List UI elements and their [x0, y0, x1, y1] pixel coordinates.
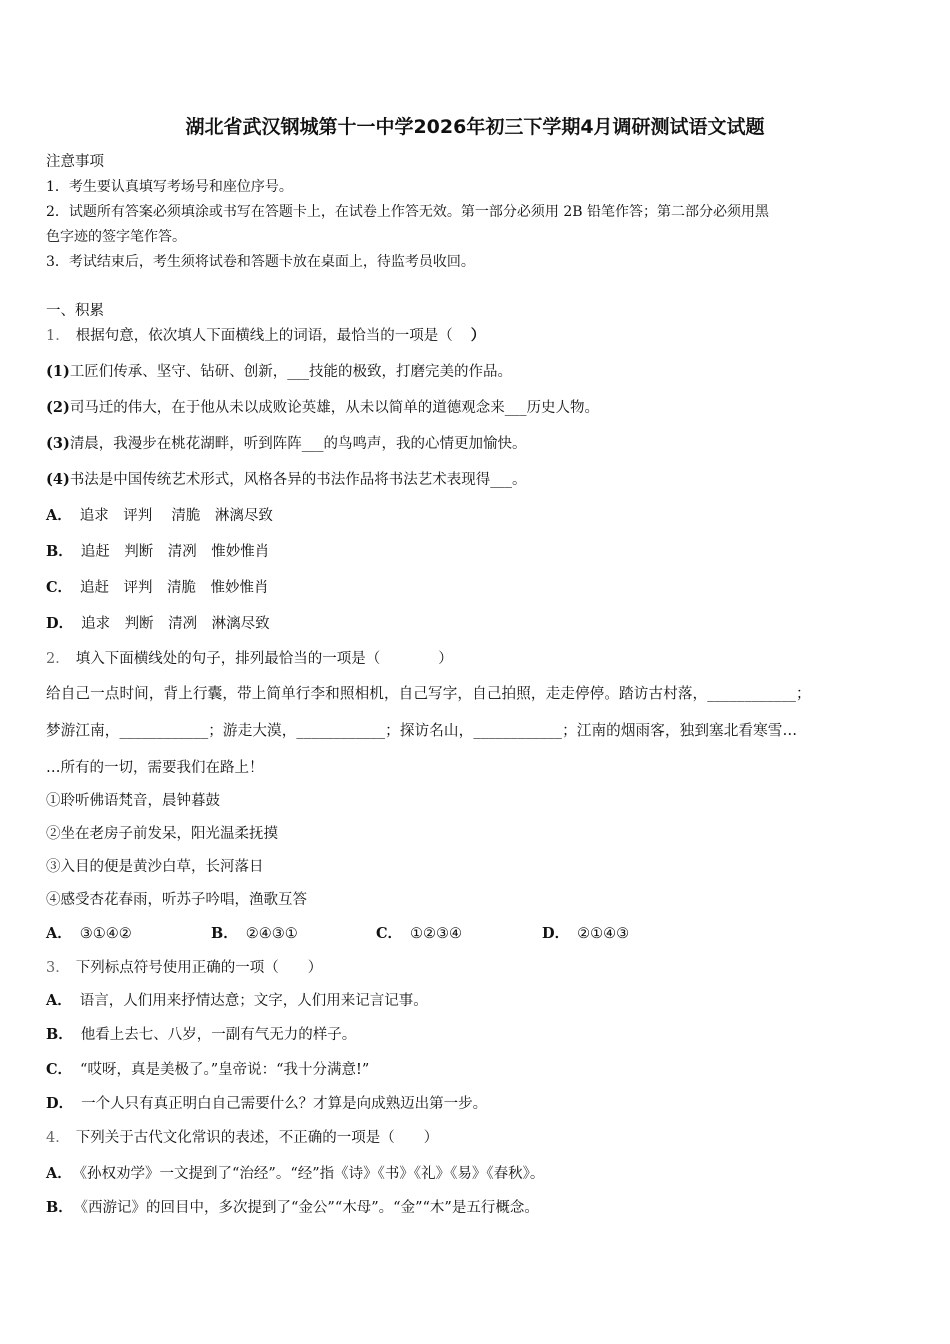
answer-paren: ）	[470, 327, 486, 344]
question-text: 填入下面横线处的句子，排列最恰当的一项是（ ）	[75, 651, 453, 667]
sentence-text: 书法是中国传统艺术形式，风格各异的书法作品将书法艺术表现得___。	[69, 472, 527, 488]
q4-option-b[interactable]	[46, 1198, 539, 1218]
option-label: C．	[46, 579, 73, 596]
q2-option-b[interactable]	[211, 924, 298, 944]
sentence-text: 司马迁的伟大，在于他从未以成败论英雄，从未以简单的道德观念来___历史人物。	[69, 400, 600, 416]
option-label: D．	[46, 615, 74, 632]
option-label: B．	[46, 543, 73, 560]
question-number: 1．	[46, 328, 70, 344]
option-text: “哎呀，真是美极了。”皇帝说：“我十分满意!”	[80, 1062, 370, 1078]
question-number: 4．	[46, 1130, 70, 1146]
q2-choice-3: ③入目的便是黄沙白草，长河落日	[46, 859, 264, 875]
option-text: ③①④②	[79, 926, 132, 942]
q2-passage-line-1: 给自己一点时间，背上行囊，带上简单行李和照相机，自己写字，自己拍照，走走停停。踏访古村落，____________；	[46, 685, 811, 702]
option-text: 语言，人们用来抒情达意；文字，人们用来记言记事。	[79, 993, 428, 1009]
question-number: 2．	[46, 651, 70, 667]
q1-sentence-4	[46, 470, 527, 490]
question-3-stem	[46, 958, 322, 978]
sentence-label: (3)	[46, 435, 70, 452]
sentence-text: 工匠们传承、坚守、钻研、创新，___技能的极致，打磨完美的作品。	[69, 364, 513, 380]
section-heading: 一、积累	[46, 303, 104, 319]
q2-choice-4: ④感受杏花春雨，听苏子吟唱，渔歌互答	[46, 892, 307, 908]
notice-heading: 注意事项	[46, 154, 104, 170]
q2-passage-line-2: 梦游江南，____________；游走大漠，____________；探访名山，____________；江南的烟雨客，独到塞北看寒雪…	[46, 722, 798, 739]
q2-passage-line-3: …所有的一切，需要我们在路上！	[46, 760, 264, 776]
q1-sentence-1	[46, 362, 512, 382]
option-label: B．	[46, 1026, 73, 1043]
q3-option-a[interactable]	[46, 991, 428, 1011]
notice-item-2a: 2．试题所有答案必须填涂或书写在答题卡上，在试卷上作答无效。第一部分必须用 2B 铅笔作答；第二部分必须用黑	[46, 204, 769, 220]
question-text: 下列标点符号使用正确的一项（ ）	[75, 960, 323, 976]
q1-option-a[interactable]	[46, 506, 273, 526]
option-label: B．	[211, 925, 238, 942]
q3-option-d[interactable]	[46, 1094, 487, 1114]
q1-sentence-3	[46, 434, 527, 454]
option-label: B．	[46, 1199, 73, 1216]
q2-choice-2: ②坐在老房子前发呆，阳光温柔抚摸	[46, 826, 278, 842]
option-text: 《孙权劝学》一文提到了“治经”。“经”指《诗》《书》《礼》《易》《春秋》。	[79, 1166, 545, 1182]
q1-option-b[interactable]	[46, 542, 269, 562]
q2-option-c[interactable]	[376, 924, 462, 944]
option-label: C．	[46, 1061, 73, 1078]
sentence-label: (2)	[46, 399, 70, 416]
q3-option-b[interactable]	[46, 1025, 356, 1045]
notice-item-2b: 色字迹的签字笔作答。	[46, 229, 186, 245]
option-label: C．	[376, 925, 403, 942]
sentence-label: (4)	[46, 471, 70, 488]
question-text: 根据句意，依次填人下面横线上的词语，最恰当的一项是（	[75, 328, 453, 344]
q2-choice-1: ①聆听佛语梵音，晨钟暮鼓	[46, 793, 220, 809]
notice-item-1: 1．考生要认真填写考场号和座位序号。	[46, 179, 293, 195]
option-label: A．	[46, 992, 72, 1009]
option-text: 追求 判断 清冽 淋漓尽致	[81, 616, 270, 632]
option-text: 《西游记》的回目中，多次提到了“金公”“木母”。“金”“木”是五行概念。	[80, 1200, 539, 1216]
q2-option-a[interactable]	[46, 924, 132, 944]
option-text: 追赶 评判 清脆 惟妙惟肖	[80, 580, 269, 596]
option-text: ②④③①	[245, 926, 298, 942]
question-number: 3．	[46, 960, 70, 976]
question-1-stem	[46, 326, 485, 346]
q4-option-a[interactable]	[46, 1164, 544, 1184]
option-text: 一个人只有真正明白自己需要什么？才算是向成熟迈出第一步。	[81, 1096, 488, 1112]
option-label: A．	[46, 1165, 72, 1182]
question-4-stem	[46, 1128, 438, 1148]
sentence-label: (1)	[46, 363, 70, 380]
option-label: A．	[46, 507, 72, 524]
q1-sentence-2	[46, 398, 599, 418]
q1-option-d[interactable]	[46, 614, 270, 634]
option-text: 追求 评判 清脆 淋漓尽致	[79, 508, 273, 524]
option-text: 他看上去七、八岁，一副有气无力的样子。	[80, 1027, 357, 1043]
q3-option-c[interactable]	[46, 1060, 369, 1080]
question-text: 下列关于古代文化常识的表述，不正确的一项是（ ）	[75, 1130, 439, 1146]
q1-option-c[interactable]	[46, 578, 269, 598]
option-label: A．	[46, 925, 72, 942]
option-text: ①②③④	[410, 926, 463, 942]
sentence-text: 清晨，我漫步在桃花湖畔，听到阵阵___的鸟鸣声，我的心情更加愉快。	[69, 436, 527, 452]
question-2-stem	[46, 649, 453, 669]
page-title: 湖北省武汉钢城第十一中学2026年初三下学期4月调研测试语文试题	[185, 116, 765, 138]
notice-item-3: 3．考试结束后，考生须将试卷和答题卡放在桌面上，待监考员收回。	[46, 254, 475, 270]
q2-option-d[interactable]	[542, 924, 629, 944]
option-label: D．	[542, 925, 570, 942]
option-text: 追赶 判断 清冽 惟妙惟肖	[80, 544, 270, 560]
option-label: D．	[46, 1095, 74, 1112]
option-text: ②①④③	[577, 926, 630, 942]
